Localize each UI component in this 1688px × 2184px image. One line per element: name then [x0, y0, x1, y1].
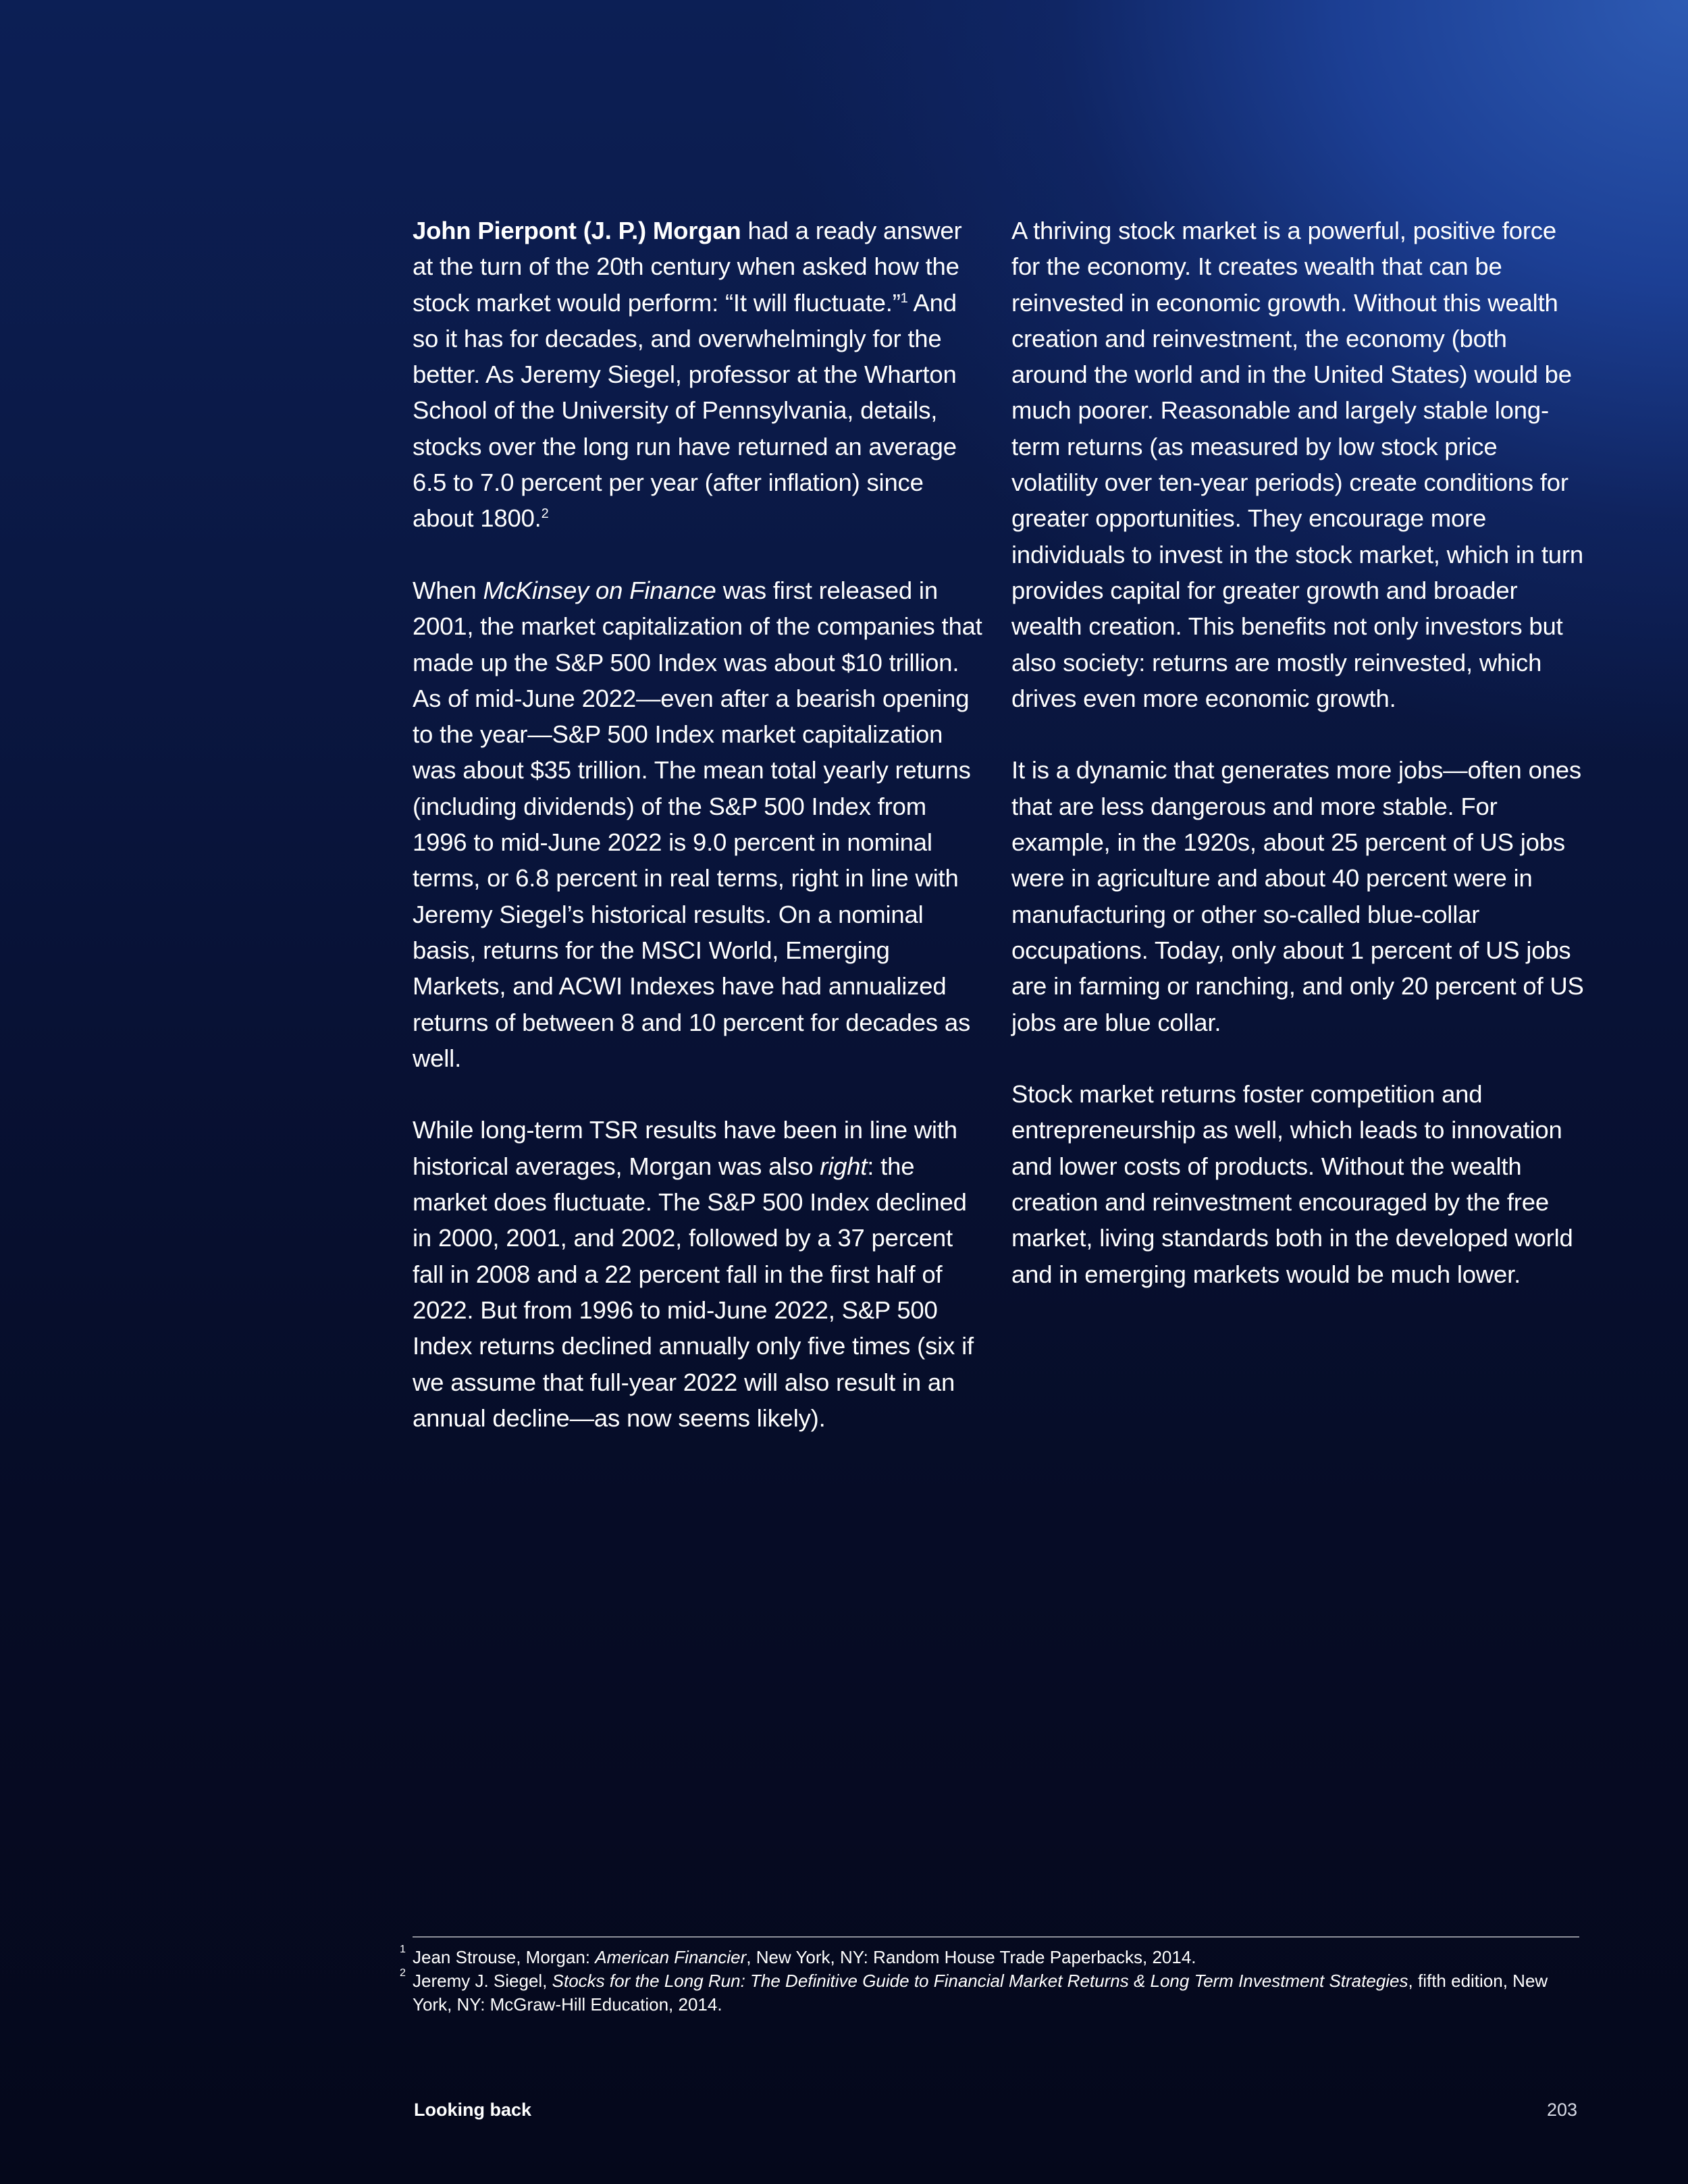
intro-text-1: had a ready answer at the turn of the 20th century when asked how the stock market would perform: “It will fluctuate.”	[413, 217, 962, 317]
lead-name: John Pierpont (J. P.) Morgan	[413, 217, 741, 244]
intro-text-2: And so it has for decades, and overwhelmingly for the better. As Jeremy Siegel, professor at the Wharton School of the University of Pennsylvania, details, stocks over the long run have returned an average 6.5 to 7.0 percent per year (after inflation) since about 1800.	[413, 288, 957, 533]
footnote-book-title: Stocks for the Long Run: The Definitive Guide to Financial Market Returns & Long Term Investment Strategies	[552, 1971, 1408, 1991]
market-cap-paragraph	[413, 572, 986, 1076]
right-column	[1011, 213, 1585, 1292]
footnote-ref-1[interactable]: 1	[900, 290, 908, 306]
footnote-text: , fifth edition, New York, NY: McGraw-Hill Education, 2014.	[413, 1971, 1548, 2015]
footnotes	[400, 1936, 1579, 2017]
footnote-number: 1	[400, 1944, 406, 1955]
market-cap-text-1: When	[413, 576, 483, 604]
footnote-1	[400, 1944, 1579, 1969]
intro-paragraph	[413, 213, 986, 537]
jobs-paragraph: It is a dynamic that generates more jobs—often ones that are less dangerous and more stable. For example, in the 1920s, about 25 percent of US jobs were in agriculture and about 40 percent were in manufacturing or other so-called blue-collar occupations. Today, only about 1 percent of US jobs are in farming or ranching, and only 20 percent of US jobs are blue collar.	[1011, 756, 1584, 1036]
footnote-ref-2[interactable]: 2	[541, 506, 549, 522]
market-cap-text-2: was first released in 2001, the market capitalization of the companies that made up the S&P 500 Index was about $10 trillion. As of mid-June 2022—even after a bearish opening to the year—S&P 500 Index market capitalization was about $35 trillion. The mean total yearly returns (including dividends) of the S&P 500 Index from 1996 to mid-June 2022 is 9.0 percent in nominal terms, or 6.8 percent in real terms, right in line with Jeremy Siegel’s historical results. On a nominal basis, returns for the MSCI World, Emerging Markets, and ACWI Indexes have had annualized returns of between 8 and 10 percent for decades as well.	[413, 576, 982, 1072]
publication-title: McKinsey on Finance	[483, 576, 716, 604]
fluctuation-text-2: : the market does fluctuate. The S&P 500 Index declined in 2000, 2001, and 2002, followed by a 37 percent fall in 2008 and a 22 percent fall in the first half of 2022. But from 1996 to mid-June 2022, S&P 500 Index returns declined annually only five times (six if we assume that full-year 2022 will also result in an annual decline—as now seems likely).	[413, 1152, 974, 1432]
footnote-text: Jeremy J. Siegel,	[413, 1971, 552, 1991]
footnote-text: Jean Strouse, Morgan:	[413, 1947, 596, 1967]
section-label: Looking back	[414, 2100, 532, 2120]
thriving-market-paragraph: A thriving stock market is a powerful, positive force for the economy. It creates wealth that can be reinvested in economic growth. Without this wealth creation and reinvestment, the economy (both around the world and in the United States) would be much poorer. Reasonable and largely stable long-term returns (as measured by low stock price volatility over ten-year periods) create conditions for greater opportunities. They encourage more individuals to invest in the stock market, which in turn provides capital for greater growth and broader wealth creation. This benefits not only investors but also society: returns are mostly reinvested, which drives even more economic growth.	[1011, 217, 1583, 712]
left-column	[413, 213, 986, 1436]
page-number: 203	[1546, 2100, 1577, 2120]
fluctuation-paragraph	[413, 1112, 986, 1436]
footnote-2	[400, 1967, 1579, 2017]
emphasis-right: right	[820, 1152, 868, 1180]
footnote-text: , New York, NY: Random House Trade Paperbacks, 2014.	[746, 1947, 1196, 1967]
footnote-number: 2	[400, 1967, 406, 1979]
fluctuation-text-1: While long-term TSR results have been in line with historical averages, Morgan was also	[413, 1116, 957, 1180]
footnote-book-title: American Financier	[595, 1947, 747, 1967]
competition-paragraph: Stock market returns foster competition and entrepreneurship as well, which leads to innovation and lower costs of products. Without the wealth creation and reinvestment encouraged by the free market, living standards both in the developed world and in emerging markets would be much lower.	[1011, 1080, 1573, 1288]
